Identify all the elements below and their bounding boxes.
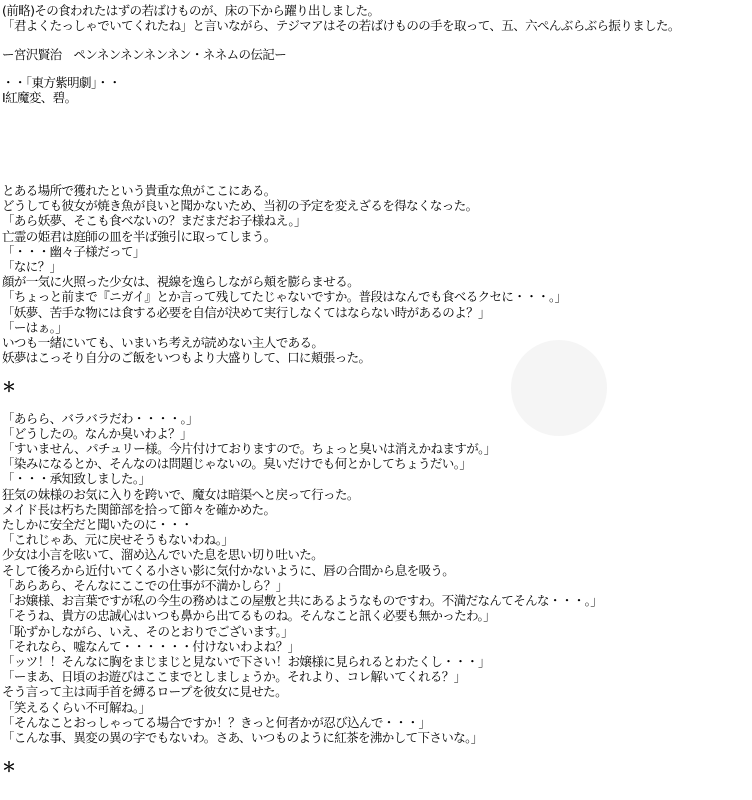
- text-line: 「すいません、パチュリー様。今片付けておりますので。ちょっと臭いは消えかねますが。」: [2, 441, 496, 457]
- text-line: 顔が一気に火照った少女は、視線を逸らしながら頬を膨らませる。: [2, 274, 360, 290]
- text-line: どうしても彼女が焼き魚が良いと聞かないため、当初の予定を変えざるを得なくなった。: [2, 198, 478, 214]
- text-line: 「恥ずかしながら、いえ、そのとおりでございます。」: [2, 623, 294, 639]
- text-line: メイド長は朽ちた関節部を拾って節々を確かめた。: [2, 501, 276, 517]
- text-line: 「なに？」: [2, 259, 62, 275]
- text-line: 亡霊の姫君は庭師の皿を半ば強引に取ってしまう。: [2, 228, 276, 244]
- text-line: たしかに安全だと聞いたのに・・・: [2, 517, 193, 533]
- text-line: 「・・・承知致しました。」: [2, 471, 151, 487]
- text-line: 妖夢はこっそり自分のご飯をいつもより大盛りして、口に頬張った。: [2, 350, 371, 366]
- text-line: 「あらあら、そんなにここでの仕事が不満かしら？」: [2, 577, 288, 593]
- story-header: [2, 75, 750, 105]
- text-line: 「こんな事、異変の異の字でもないわ。さあ、いつものように紅茶を沸かして下さいな。」: [2, 729, 483, 745]
- epigraph-line: (前略)その食われたはずの若ばけものが、床の下から躍り出しました。: [2, 3, 380, 18]
- section-separator: ＊: [2, 381, 16, 397]
- text-line: 少女は小言を呟いて、溜め込んでいた息を思い切り吐いた。: [2, 547, 324, 563]
- text-line: 「お嬢様、お言葉ですが私の今生の務めはこの屋敷と共にあるようなものですわ。不満だなんてそんな・・・。」: [2, 593, 603, 609]
- text-line: 「それなら、嘘なんて・・・・・・付けないわよね？」: [2, 638, 300, 654]
- text-line: とある場所で獲れたという貴重な魚がここにある。: [2, 183, 276, 199]
- series-title: ・・「東方紫明劇」・・: [2, 74, 121, 90]
- text-line: 「ッツ！！そんなに胸をまじまじと見ないで下さい！お嬢様に見られるとわたくし・・・」: [2, 653, 490, 669]
- text-line: そう言って主は両手首を縛るロープを彼女に見せた。: [2, 684, 287, 700]
- text-line: 狂気の妹様のお気に入りを跨いで、魔女は暗渠へと戻って行った。: [2, 486, 359, 502]
- attribution: ー宮沢賢治 ペンネンネンネンネン・ネネムの伝記ー: [2, 47, 287, 63]
- text-line: 「あら妖夢、そこも食べないの？まだまだお子様ねえ。」: [2, 213, 306, 229]
- text-line: 「そうね、貴方の忠誠心はいつも鼻から出てるものね。そんなこと訊く必要も無かったわ。」: [2, 608, 496, 624]
- text-line: 「これじゃあ、元に戻せそうもないわね。」: [2, 532, 234, 548]
- section-two: [2, 411, 750, 745]
- text-line: 「・・・幽々子様だって」: [2, 243, 145, 259]
- text-line: 「あらら、バラバラだわ・・・・。」: [2, 410, 199, 426]
- section-one: [2, 183, 750, 365]
- epigraph: [2, 3, 750, 33]
- chapter-title: Ⅰ紅魔変、碧。: [2, 89, 77, 105]
- text-line: 「ーはぁ。」: [2, 319, 68, 335]
- text-line: 「そんなことおっしゃってる場合ですか！？きっと何者かが忍び込んで・・・」: [2, 714, 431, 730]
- text-line: 「笑えるくらい不可解ね。」: [2, 699, 151, 715]
- text-line: そして後ろから近付いてくる小さい影に気付かないように、唇の合間から息を吸う。: [2, 562, 455, 578]
- text-line: 「ーまあ、日頃のお遊びはここまでとしましょうか。それより、コレ解いてくれる？」: [2, 669, 466, 685]
- section-separator: ＊: [2, 761, 16, 777]
- text-line: 「妖夢、苦手な物には食する必要を自信が決めて実行しなくてはならない時があるのよ？」: [2, 304, 490, 320]
- text-line: いつも一緒にいても、いまいち考えが読めない主人である。: [2, 335, 324, 351]
- document-page: [2, 3, 750, 776]
- text-line: 「ちょっと前まで『ニガイ』とか言って残してたじゃないですか。普段はなんでも食べるクセに・・・。」: [2, 289, 567, 305]
- text-line: 「染みになるとか、そんなのは問題じゃないの。臭いだけでも何とかしてちょうだい。」: [2, 456, 472, 472]
- epigraph-line: 「君よくたっしゃでいてくれたね」と言いながら、テジマアはその若ばけものの手を取って、五、六ぺんぶらぶら振りました。: [2, 18, 680, 34]
- text-line: 「どうしたの。なんか臭いわよ？」: [2, 425, 192, 441]
